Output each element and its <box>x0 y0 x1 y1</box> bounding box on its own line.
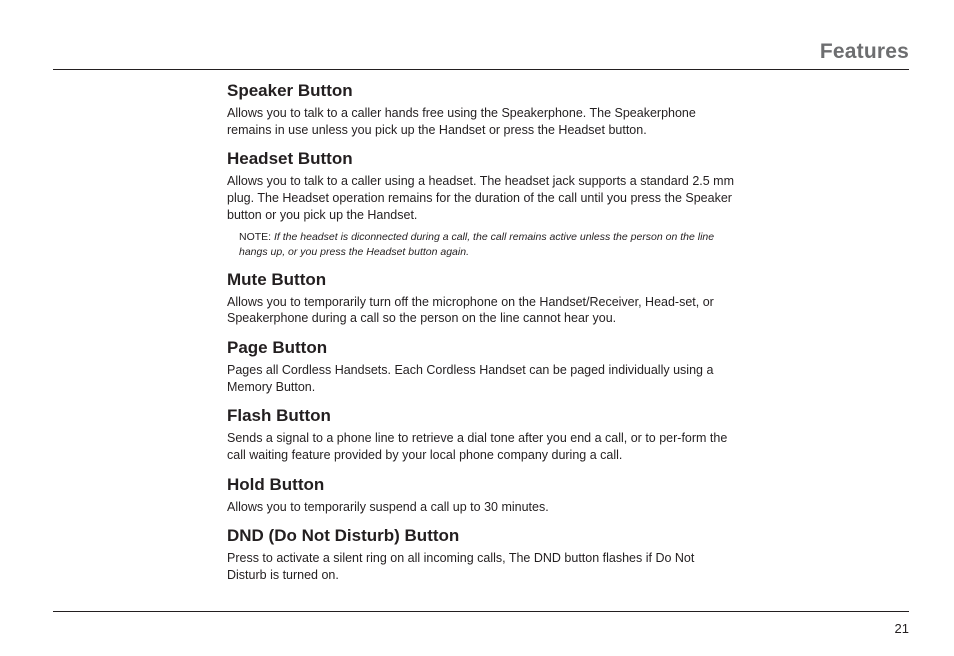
section-body: Sends a signal to a phone line to retrieve a dial tone after you end a call, or to per-form the call waiting feature provided by your local phone company during a call. <box>227 431 728 463</box>
section-body: Allows you to talk to a caller hands free using the Speakerphone. The Speakerphone remains in use unless you pick up the Handset or press the Headset button. <box>227 106 696 137</box>
section-heading: Headset Button <box>227 149 353 169</box>
section-hold-button <box>227 474 737 516</box>
section-body: Allows you to temporarily suspend a call up to 30 minutes. <box>227 499 549 514</box>
page-title: Features <box>819 40 909 63</box>
section-body: Press to activate a silent ring on all incoming calls, The DND button flashes if Do Not Disturb is turned on. <box>227 551 695 583</box>
section-heading: Mute Button <box>227 269 327 289</box>
section-dnd-button <box>227 525 737 583</box>
main-content <box>227 80 737 594</box>
section-body: Allows you to temporarily turn off the microphone on the Handset/Receiver, Head-set, or Speakerphone during a call so the person on the line cannot hear you. <box>227 294 714 326</box>
section-mute-button <box>227 269 737 327</box>
section-heading: Page Button <box>227 337 328 357</box>
header-rule <box>53 69 909 70</box>
section-heading: Speaker Button <box>227 81 353 100</box>
section-page-button <box>227 337 737 395</box>
section-heading: Hold Button <box>227 474 325 494</box>
note-text: If the headset is diconnected during a call, the call remains active unless the person on the line hangs up, or you press the Headset button again. <box>239 230 715 258</box>
section-body: Pages all Cordless Handsets. Each Cordless Handset can be paged individually using a Memory Button. <box>227 362 714 394</box>
page-number: 21 <box>894 621 909 636</box>
note <box>239 230 737 260</box>
footer-rule <box>53 611 909 612</box>
section-speaker-button <box>227 80 737 138</box>
section-flash-button <box>227 405 737 463</box>
note-label: NOTE: <box>239 230 272 243</box>
section-heading: Flash Button <box>227 406 331 426</box>
section-heading: DND (Do Not Disturb) Button <box>227 526 460 546</box>
section-headset-button <box>227 148 737 259</box>
section-body: Allows you to talk to a caller using a headset. The headset jack supports a standard 2.5 mm plug. The Headset operation remains for the duration of the call until you press the Speaker button or you pick up the Handset. <box>227 174 734 222</box>
